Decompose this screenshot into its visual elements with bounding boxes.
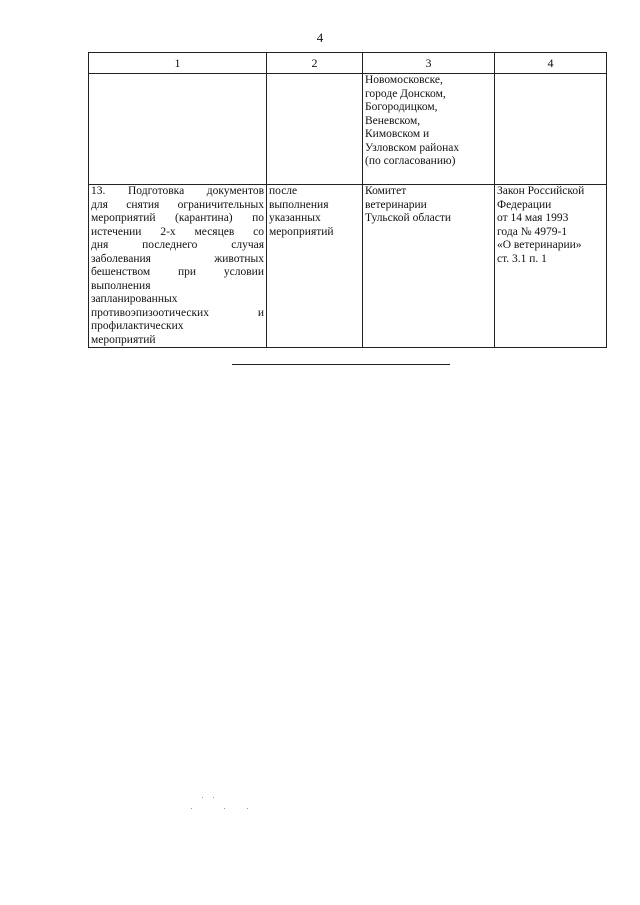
row2-measure-line: истечении 2-х месяцев со xyxy=(91,225,264,238)
row1-basis-cell xyxy=(495,74,607,185)
row2-responsible-line: Комитет xyxy=(365,185,407,197)
row2-basis-line: ст. 3.1 п. 1 xyxy=(497,252,547,265)
row1-responsible-line: Узловском районах xyxy=(365,141,460,154)
table-header-row xyxy=(89,53,607,74)
row2-measure-line: запланированных xyxy=(91,293,178,305)
row2-responsible-line: Тульской области xyxy=(365,212,452,224)
row2-measure-line: бешенством при условии xyxy=(91,266,264,278)
row2-responsible-line: ветеринарии xyxy=(365,198,427,211)
row2-basis-line: «О ветеринарии» xyxy=(497,239,582,251)
document-table xyxy=(88,52,607,348)
scan-speck xyxy=(247,808,248,809)
scan-speck xyxy=(202,797,203,798)
column-header-1: 1 xyxy=(89,53,267,74)
column-header-3: 3 xyxy=(363,53,495,74)
row1-responsible-cell xyxy=(363,74,495,185)
row1-responsible-line: Веневском, xyxy=(365,114,421,127)
row1-responsible-line: Богородицком, xyxy=(365,101,438,113)
row2-measure-line: 13. Подготовка документов xyxy=(91,185,264,197)
separator-line xyxy=(232,364,450,365)
row2-basis-cell xyxy=(495,185,607,348)
row1-responsible-line: городе Донском, xyxy=(365,87,446,100)
row2-measure-line: выполнения xyxy=(91,279,151,292)
row2-basis-line: года № 4979-1 xyxy=(497,225,568,238)
row2-deadline-cell xyxy=(267,185,363,348)
row2-deadline-line: указанных xyxy=(269,212,321,224)
row1-responsible-line: Кимовском и xyxy=(365,128,430,140)
row2-basis-line: от 14 мая 1993 xyxy=(497,212,569,224)
row2-basis-line: Закон Российской xyxy=(497,185,585,197)
scan-speck xyxy=(224,808,225,809)
row2-measure-line: противоэпизоотических и xyxy=(91,306,264,319)
row2-deadline-line: после xyxy=(269,185,298,197)
table-row xyxy=(89,185,607,348)
row1-responsible-line: Новомосковске, xyxy=(365,74,443,86)
row2-measure-line: профилактических xyxy=(91,320,184,332)
row2-measure-line: для снятия ограничительных xyxy=(91,198,264,211)
row1-responsible-line: (по согласованию) xyxy=(365,155,456,167)
column-header-2: 2 xyxy=(267,53,363,74)
scan-speck xyxy=(213,797,214,798)
row1-deadline-cell xyxy=(267,74,363,185)
row2-measure-line: мероприятий xyxy=(91,333,156,346)
row2-measure-line: мероприятий (карантина) по xyxy=(91,212,264,224)
column-header-4: 4 xyxy=(495,53,607,74)
row1-measure-cell xyxy=(89,74,267,185)
row2-deadline-line: мероприятий xyxy=(269,225,334,238)
scan-speck xyxy=(191,808,192,809)
row2-measure-line: дня последнего случая xyxy=(91,239,264,251)
page-number: 4 xyxy=(316,30,324,45)
row2-responsible-cell xyxy=(363,185,495,348)
row2-basis-line: Федерации xyxy=(497,198,552,211)
table-row xyxy=(89,74,607,185)
row2-measure-cell xyxy=(89,185,267,348)
row2-deadline-line: выполнения xyxy=(269,198,329,211)
row2-measure-line: заболевания животных xyxy=(91,252,264,265)
